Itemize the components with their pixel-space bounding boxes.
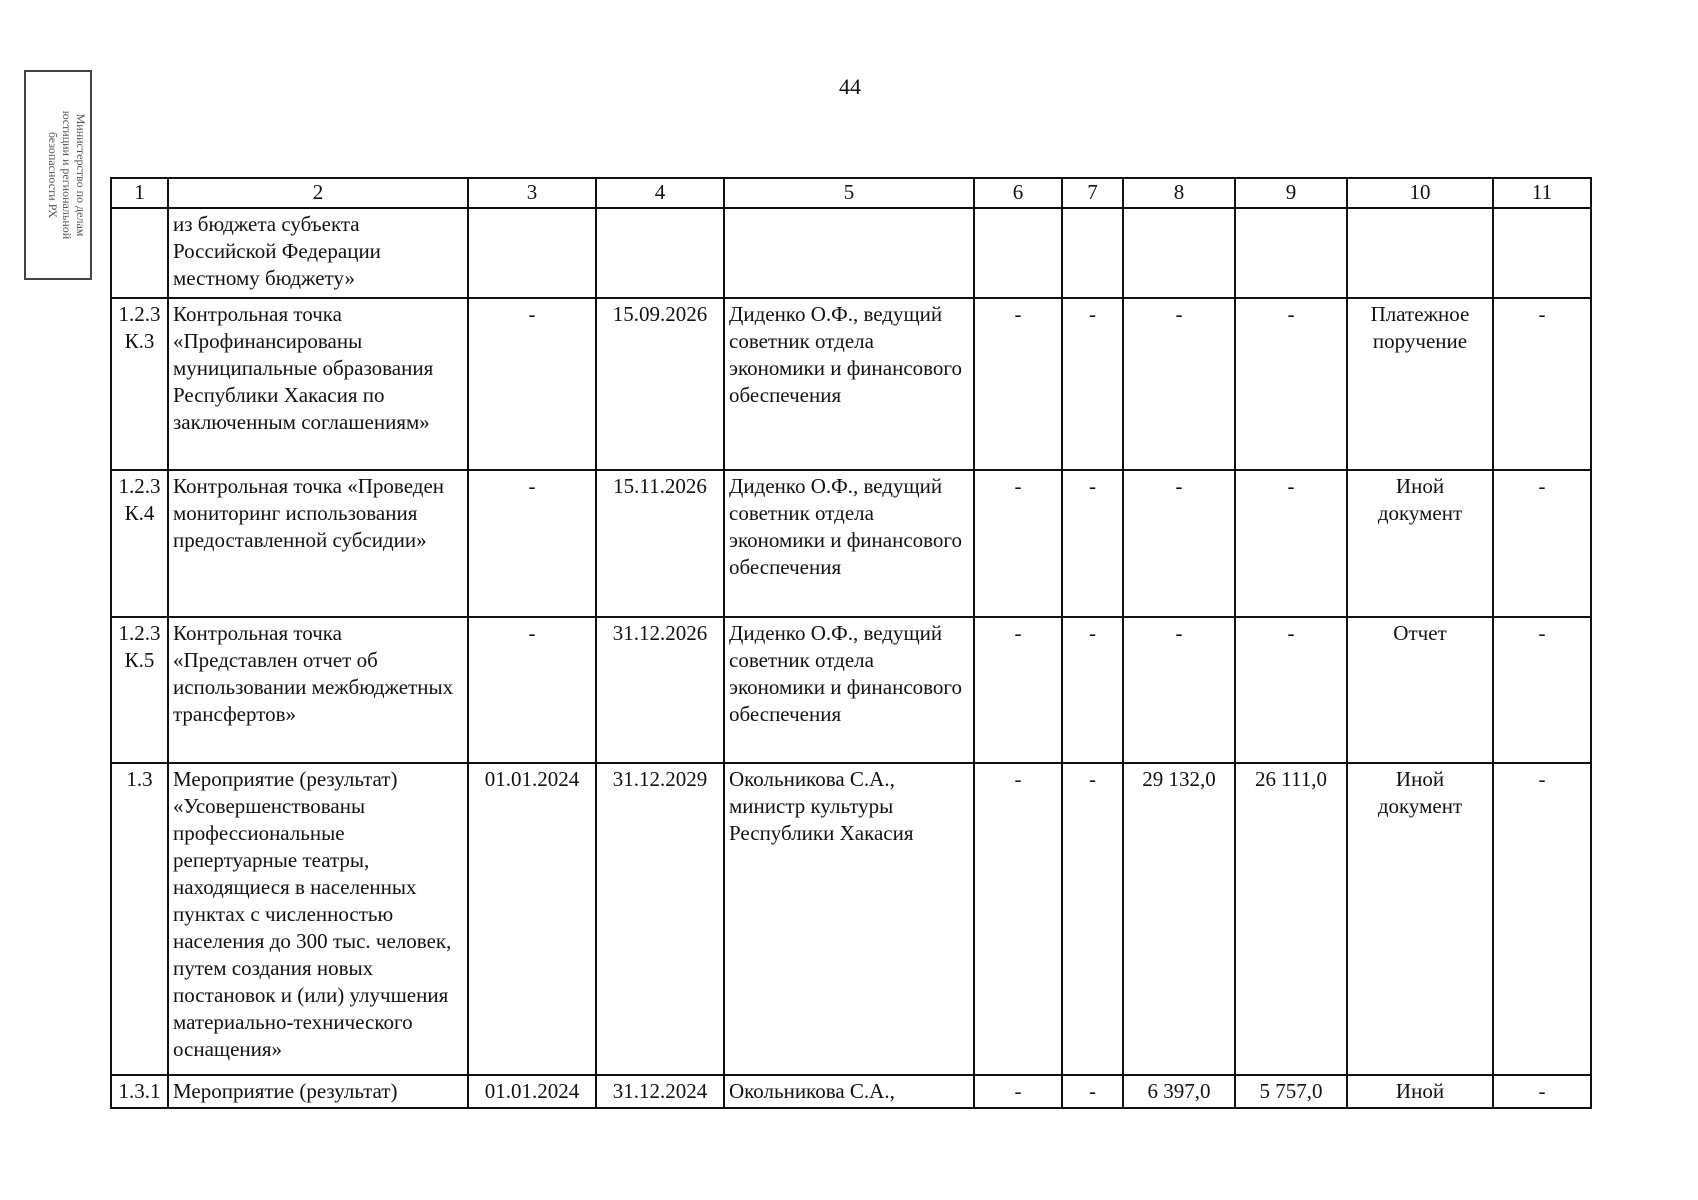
cell-document: Отчет xyxy=(1347,617,1493,763)
plan-table xyxy=(110,177,1592,1109)
page-number: 44 xyxy=(839,74,861,99)
cell-document: Иной xyxy=(1347,1075,1493,1108)
cell-col11: - xyxy=(1493,1075,1591,1108)
header-cell: 3 xyxy=(468,178,596,208)
cell-start-date: - xyxy=(468,470,596,617)
cell-col6: - xyxy=(974,617,1062,763)
cell-col11: - xyxy=(1493,470,1591,617)
cell-col6: - xyxy=(974,1075,1062,1108)
cell-col7: - xyxy=(1062,298,1123,470)
cell-end-date: 31.12.2026 xyxy=(596,617,724,763)
cell-col7: - xyxy=(1062,763,1123,1075)
header-cell: 1 xyxy=(111,178,168,208)
cell-col9: - xyxy=(1235,470,1347,617)
cell-col6 xyxy=(974,208,1062,298)
header-cell: 4 xyxy=(596,178,724,208)
cell-document: Иной документ xyxy=(1347,763,1493,1075)
cell-end-date xyxy=(596,208,724,298)
cell-col11: - xyxy=(1493,617,1591,763)
cell-col9: 26 111,0 xyxy=(1235,763,1347,1075)
header-cell: 9 xyxy=(1235,178,1347,208)
header-cell: 10 xyxy=(1347,178,1493,208)
cell-start-date: 01.01.2024 xyxy=(468,1075,596,1108)
cell-responsible: Диденко О.Ф., ведущий советник отдела экономики и финансового обеспечения xyxy=(724,298,974,470)
table-row xyxy=(111,298,1591,470)
cell-number: 1.2.3 К.4 xyxy=(111,470,168,617)
cell-col7: - xyxy=(1062,470,1123,617)
cell-col8: - xyxy=(1123,617,1235,763)
stamp-text xyxy=(28,75,88,275)
cell-number xyxy=(111,208,168,298)
cell-end-date: 15.09.2026 xyxy=(596,298,724,470)
cell-name: Мероприятие (результат) xyxy=(168,1075,468,1108)
cell-col6: - xyxy=(974,470,1062,617)
cell-col7: - xyxy=(1062,1075,1123,1108)
cell-name: Контрольная точка «Представлен отчет об использовании межбюджетных трансфертов» xyxy=(168,617,468,763)
header-cell: 8 xyxy=(1123,178,1235,208)
cell-col8: 6 397,0 xyxy=(1123,1075,1235,1108)
cell-col9: 5 757,0 xyxy=(1235,1075,1347,1108)
cell-col11: - xyxy=(1493,763,1591,1075)
cell-end-date: 31.12.2029 xyxy=(596,763,724,1075)
cell-start-date xyxy=(468,208,596,298)
cell-col7 xyxy=(1062,208,1123,298)
cell-col8: - xyxy=(1123,470,1235,617)
cell-responsible: Диденко О.Ф., ведущий советник отдела экономики и финансового обеспечения xyxy=(724,617,974,763)
cell-col6: - xyxy=(974,298,1062,470)
stamp-line: юстиции и региональной xyxy=(60,110,74,240)
cell-name: из бюджета субъекта Российской Федерации местному бюджету» xyxy=(168,208,468,298)
header-cell: 11 xyxy=(1493,178,1591,208)
table-row xyxy=(111,1075,1591,1108)
cell-name: Контрольная точка «Профинансированы муниципальные образования Республики Хакасия по заключенным соглашениям» xyxy=(168,298,468,470)
header-cell: 6 xyxy=(974,178,1062,208)
table-row xyxy=(111,470,1591,617)
cell-col9 xyxy=(1235,208,1347,298)
cell-name: Мероприятие (результат) «Усовершенствованы профессиональные репертуарные театры, находящиеся в населенных пунктах с численностью населения до 300 тыс. человек, путем создания новых постановок и (или) улучшения материально-технического оснащения» xyxy=(168,763,468,1075)
cell-col9: - xyxy=(1235,617,1347,763)
header-cell: 2 xyxy=(168,178,468,208)
cell-end-date: 31.12.2024 xyxy=(596,1075,724,1108)
cell-col6: - xyxy=(974,763,1062,1075)
cell-col7: - xyxy=(1062,617,1123,763)
stamp-line: безопасности РХ xyxy=(46,131,60,219)
cell-name: Контрольная точка «Проведен мониторинг использования предоставленной субсидии» xyxy=(168,470,468,617)
table-row xyxy=(111,617,1591,763)
header-cell: 5 xyxy=(724,178,974,208)
cell-responsible: Окольникова С.А., xyxy=(724,1075,974,1108)
cell-responsible: Диденко О.Ф., ведущий советник отдела экономики и финансового обеспечения xyxy=(724,470,974,617)
registration-stamp xyxy=(24,70,92,280)
cell-col8: 29 132,0 xyxy=(1123,763,1235,1075)
cell-responsible xyxy=(724,208,974,298)
cell-number: 1.3 xyxy=(111,763,168,1075)
cell-number: 1.2.3 К.3 xyxy=(111,298,168,470)
cell-document xyxy=(1347,208,1493,298)
cell-document: Платежное поручение xyxy=(1347,298,1493,470)
cell-document: Иной документ xyxy=(1347,470,1493,617)
cell-number: 1.2.3 К.5 xyxy=(111,617,168,763)
cell-col8 xyxy=(1123,208,1235,298)
cell-start-date: - xyxy=(468,298,596,470)
cell-start-date: 01.01.2024 xyxy=(468,763,596,1075)
stamp-line: Министерство по делам xyxy=(74,113,88,237)
cell-number: 1.3.1 xyxy=(111,1075,168,1108)
cell-col11: - xyxy=(1493,298,1591,470)
cell-col9: - xyxy=(1235,298,1347,470)
cell-end-date: 15.11.2026 xyxy=(596,470,724,617)
table-row xyxy=(111,208,1591,298)
cell-responsible: Окольникова С.А., министр культуры Республики Хакасия xyxy=(724,763,974,1075)
cell-start-date: - xyxy=(468,617,596,763)
cell-col11 xyxy=(1493,208,1591,298)
cell-col8: - xyxy=(1123,298,1235,470)
table-row xyxy=(111,763,1591,1075)
header-cell: 7 xyxy=(1062,178,1123,208)
header-row xyxy=(111,178,1591,208)
